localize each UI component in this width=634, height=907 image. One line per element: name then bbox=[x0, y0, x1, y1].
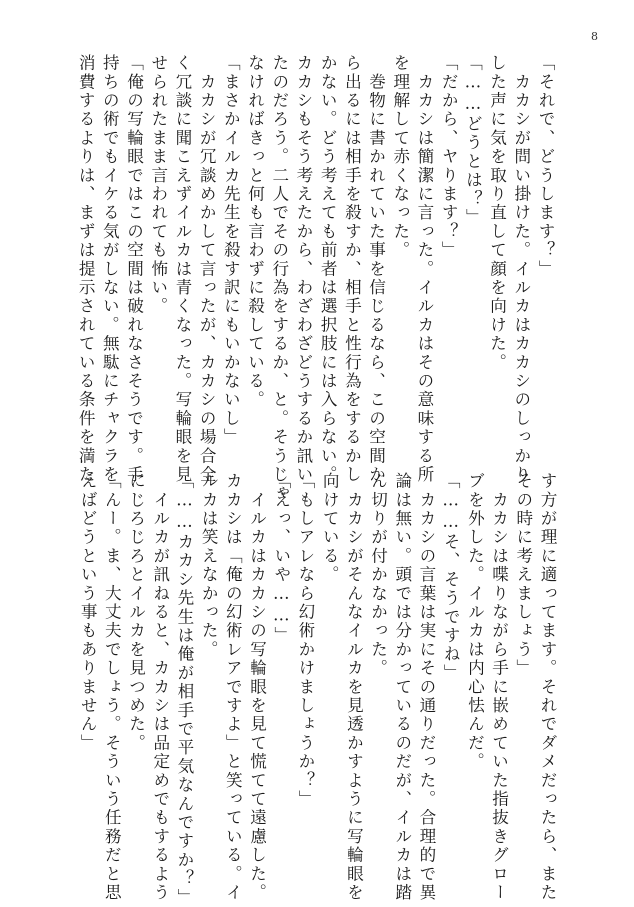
text-line: カカシが問い掛けた。イルカはカカシのしっかり bbox=[511, 54, 531, 485]
text-line: イルカはカカシの写輪眼を見て慌てて遠慮した。 bbox=[247, 472, 267, 903]
text-line: カカシもそう考えたから、わざわざどうするか訊い bbox=[293, 54, 313, 485]
text-line: 「んー。ま、大丈夫でしょう。そういう任務だと思 bbox=[102, 472, 122, 903]
text-line: 「だから、ヤります？」 bbox=[439, 54, 459, 260]
text-line: かない。どう考えても前者は選択肢には入らない。 bbox=[318, 54, 338, 485]
text-line: す方が理に適ってます。それでダメだったら、また bbox=[538, 472, 557, 903]
text-line: カカシの言葉は実にその通りだった。合理的で異 bbox=[416, 472, 436, 903]
text-line: せられたまま言われても怖い。 bbox=[148, 54, 168, 316]
text-line: 「えっ、いや……」 bbox=[271, 472, 291, 646]
text-line: カカシは喋りながら手に嵌めていた指抜きグロー bbox=[489, 472, 509, 903]
text-line: 「それで、どうします？」 bbox=[536, 54, 555, 279]
text-line: たのだろう。二人でその行為をするか、と。そうじゃ bbox=[269, 54, 289, 503]
text-line: 持ちの術でもイケる気がしない。無駄にチャクラを bbox=[100, 54, 120, 485]
text-line: カカシがそんなイルカを見透かすように写輪眼を bbox=[344, 472, 364, 903]
text-line: を理解して赤くなった。 bbox=[390, 54, 410, 260]
text-line: カカシが冗談めかして言ったが、カカシの場合全 bbox=[197, 54, 217, 485]
text-line: く冗談に聞こえずイルカは青くなった。写輪眼を見 bbox=[172, 54, 192, 485]
text-line: 向けている。 bbox=[320, 472, 340, 585]
text-line: 論は無い。頭では分かっているのだが、イルカは踏 bbox=[392, 472, 412, 903]
text-line: カカシは「俺の幻術レアですよ」と笑っている。イ bbox=[223, 472, 243, 903]
text-line: その時に考えましょう」 bbox=[513, 472, 533, 678]
text-line: にじろじろとイルカを見つめた。 bbox=[126, 472, 146, 753]
text-block-top bbox=[73, 54, 557, 503]
text-line: 巻物に書かれていた事を信じるなら、この空間か bbox=[366, 54, 386, 485]
text-line: えばどうという事もありません」 bbox=[78, 472, 98, 753]
text-line: ん切りが付かなかった。 bbox=[368, 472, 388, 678]
text-line: 「俺の写輪眼ではこの空間は破れなさそうです。手 bbox=[124, 54, 144, 485]
text-line: した声に気を取り直して顔を向けた。 bbox=[487, 54, 507, 372]
text-line: 「……そ、そうですね」 bbox=[441, 472, 461, 683]
text-line: 「まさかイルカ先生を殺す訳にもいかないし」 bbox=[221, 54, 241, 447]
text-line: 「……どうとは？」 bbox=[463, 54, 483, 228]
page-number: 8 bbox=[591, 30, 598, 43]
text-line: ブを外した。イルカは内心怯んだ。 bbox=[465, 472, 485, 772]
text-line: イルカが訊ねると、カカシは品定めでもするよう bbox=[150, 472, 170, 903]
text-line: 「もしアレなら幻術かけましょうか？」 bbox=[295, 472, 315, 809]
text-line: 消費するよりは、まずは提示されている条件を満た bbox=[76, 54, 96, 485]
text-block-bottom bbox=[75, 472, 559, 907]
text-line: 「……カカシ先生は俺が相手で平気なんですか？」 bbox=[174, 472, 194, 907]
text-line: ルカは笑えなかった。 bbox=[199, 472, 219, 659]
text-line: ら出るには相手を殺すか、相手と性行為をするかし bbox=[342, 54, 362, 485]
text-line: なければきっと何も言わずに殺している。 bbox=[245, 54, 265, 410]
text-line: カカシは簡潔に言った。イルカはその意味する所 bbox=[414, 54, 434, 485]
